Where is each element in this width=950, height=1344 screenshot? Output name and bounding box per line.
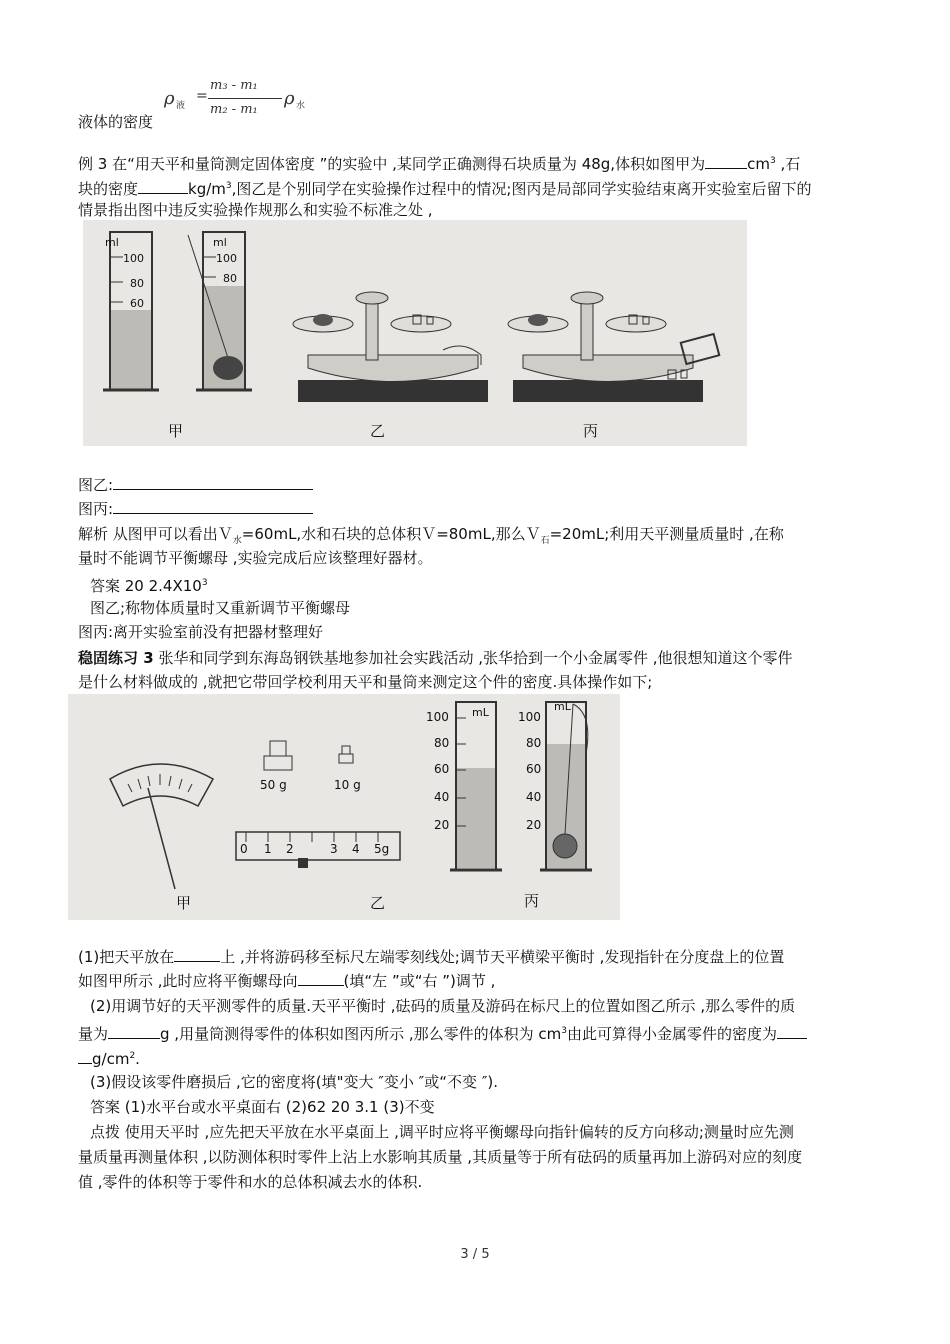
tip-line1: 点拨 使用天平时 ,应先把天平放在水平桌面上 ,调平时应将平衡螺母向指针偏转的反方向移动;测量时应先测	[90, 1123, 794, 1141]
cyl-p1-tick-100: 100	[426, 710, 449, 724]
q1-blank-direction	[298, 971, 344, 986]
cyl-p1-tick-20: 20	[434, 818, 450, 832]
cyl-p2-tick-60: 60	[526, 762, 542, 776]
equals-sign: =	[196, 88, 208, 104]
tip-line2: 量质量再测量体积 ,以防测体积时零件上沾上水影响其质量 ,其质量等于所有砝码的质量再加上游码对应的刻度	[78, 1148, 803, 1166]
blank-bing: 图丙:	[78, 498, 888, 520]
blank-yi: 图乙:	[78, 474, 888, 496]
example3-line2: 块的密度 $kg/m^3$,图乙是个别同学在实验操作过程中的情况;图丙是局部同学实验结束离开实验室后留下的	[78, 180, 812, 198]
q2-blank-mass	[108, 1024, 160, 1039]
question1-line2: 如图甲所示 ,此时应将平衡螺母向 (填“左 ”或“右 ”)调节 ,	[78, 972, 496, 990]
q2-blank-density-b	[78, 1049, 92, 1064]
weight-50g-label: 50 g	[260, 778, 287, 792]
question2-line1: (2)用调节好的天平测零件的质量.天平平衡时 ,砝码的质量及游码在标尺上的位置如图乙所示 ,那么零件的质	[90, 997, 796, 1015]
fig2-label-yi: 乙	[370, 894, 386, 912]
cyl1-tick-80: 80	[130, 277, 144, 290]
cyl-p2-unit: mL	[554, 700, 571, 713]
rho-water-symbol: ρ	[284, 88, 295, 109]
ruler-tick-2: 2	[286, 842, 294, 856]
practice3-line2: 是什么材料做成的 ,就把它带回学校利用天平和量筒来测定这个件的密度.具体操作如下;	[78, 673, 653, 691]
cyl-p1-tick-80: 80	[434, 736, 450, 750]
ruler-tick-5g: 5g	[374, 842, 390, 856]
q2-blank-density-a	[777, 1024, 807, 1039]
volume-blank	[705, 154, 747, 169]
figure-practice3	[68, 694, 620, 920]
ruler-tick-0: 0	[240, 842, 248, 856]
fig1-label-yi: 乙	[370, 422, 386, 440]
rho-liquid-symbol: ρ	[164, 88, 175, 109]
density-blank	[138, 179, 188, 194]
practice3-line1: 稳固练习 3 张华和同学到东海岛钢铁基地参加社会实践活动 ,张华拾到一个小金属零件 ,他很想知道这个零件	[78, 649, 793, 667]
example3-line1: 例 3 在“用天平和量筒测定固体密度 ”的实验中 ,某同学正确测得石块质量为 48g,体积如图甲为 $cm^3$ ,石	[78, 155, 801, 173]
answer3-line1: 答案 20 $2.4X10^3$	[90, 577, 208, 595]
rho-liquid-subscript: 液	[176, 101, 186, 111]
ruler-tick-1: 1	[264, 842, 272, 856]
fraction-bar	[208, 98, 282, 99]
cyl2-unit: ml	[213, 236, 227, 249]
fig1-label-jia: 甲	[168, 422, 184, 440]
cyl1-tick-60: 60	[130, 297, 144, 310]
figure-practice3-drawing	[68, 694, 620, 920]
analysis-line2: 量时不能调节平衡螺母 ,实验完成后应该整理好器材。	[78, 549, 433, 567]
cyl-p1-tick-60: 60	[434, 762, 450, 776]
answer3-line2: 图乙;称物体质量时又重新调节平衡螺母	[90, 599, 351, 617]
liquid-density-label: 液体的密度	[78, 113, 154, 131]
formula-denominator: m₂ - m₁	[210, 102, 258, 117]
rho-water-subscript: 水	[296, 101, 306, 111]
fig1-label-bing: 丙	[583, 422, 599, 440]
cyl-p1-unit: mL	[472, 706, 489, 719]
formula-numerator: m₃ - m₁	[210, 78, 258, 93]
ruler-tick-3: 3	[330, 842, 338, 856]
cyl-p1-tick-40: 40	[434, 790, 450, 804]
answer-practice3: 答案 (1)水平台或水平桌面右 (2)62 20 3.1 (3)不变	[90, 1098, 435, 1116]
question3: (3)假设该零件磨损后 ,它的密度将(填"变大 ″变小 ″或“不变 ″).	[90, 1073, 499, 1091]
q1-blank-surface	[174, 947, 220, 962]
cyl-p2-tick-20: 20	[526, 818, 542, 832]
analysis-line1: 解析 从图甲可以看出Ｖ$_水$=60mL,水和石块的总体积Ｖ=80mL,那么Ｖ$_石$=20mL;利用天平测量质量时 ,在称	[78, 525, 784, 546]
cyl-p2-tick-40: 40	[526, 790, 542, 804]
page-number: 3 / 5	[460, 1247, 490, 1262]
figure-example3	[83, 220, 747, 446]
practice3-title: 稳固练习 3	[78, 649, 154, 667]
cyl-p2-tick-100: 100	[518, 710, 541, 724]
cyl-p2-tick-80: 80	[526, 736, 542, 750]
tip-line3: 值 ,零件的体积等于零件和水的总体积减去水的体积.	[78, 1173, 423, 1191]
cyl1-unit: ml	[105, 236, 119, 249]
ruler-tick-4: 4	[352, 842, 360, 856]
example3-line3: 情景指出图中违反实验操作规那么和实验不标准之处 ,	[78, 201, 433, 219]
cyl2-tick-100: 100	[216, 252, 237, 265]
question1-line1: (1)把天平放在 上 ,并将游码移至标尺左端零刻线处;调节天平横梁平衡时 ,发现指针在分度盘上的位置	[78, 948, 785, 966]
fig2-label-bing: 丙	[524, 892, 540, 910]
fig2-label-jia: 甲	[176, 894, 192, 912]
question2-line2: 量为 g ,用量筒测得零件的体积如图丙所示 ,那么零件的体积为 $cm^3$由此可算得小金属零件的密度为	[78, 1020, 888, 1045]
figure-example3-drawing	[83, 220, 747, 446]
answer3-line3: 图丙:离开实验室前没有把器材整理好	[78, 623, 324, 641]
question2-line3: $g/cm^2$.	[78, 1045, 888, 1070]
cyl1-tick-100: 100	[123, 252, 144, 265]
cyl2-tick-80: 80	[223, 272, 237, 285]
weight-10g-label: 10 g	[334, 778, 361, 792]
